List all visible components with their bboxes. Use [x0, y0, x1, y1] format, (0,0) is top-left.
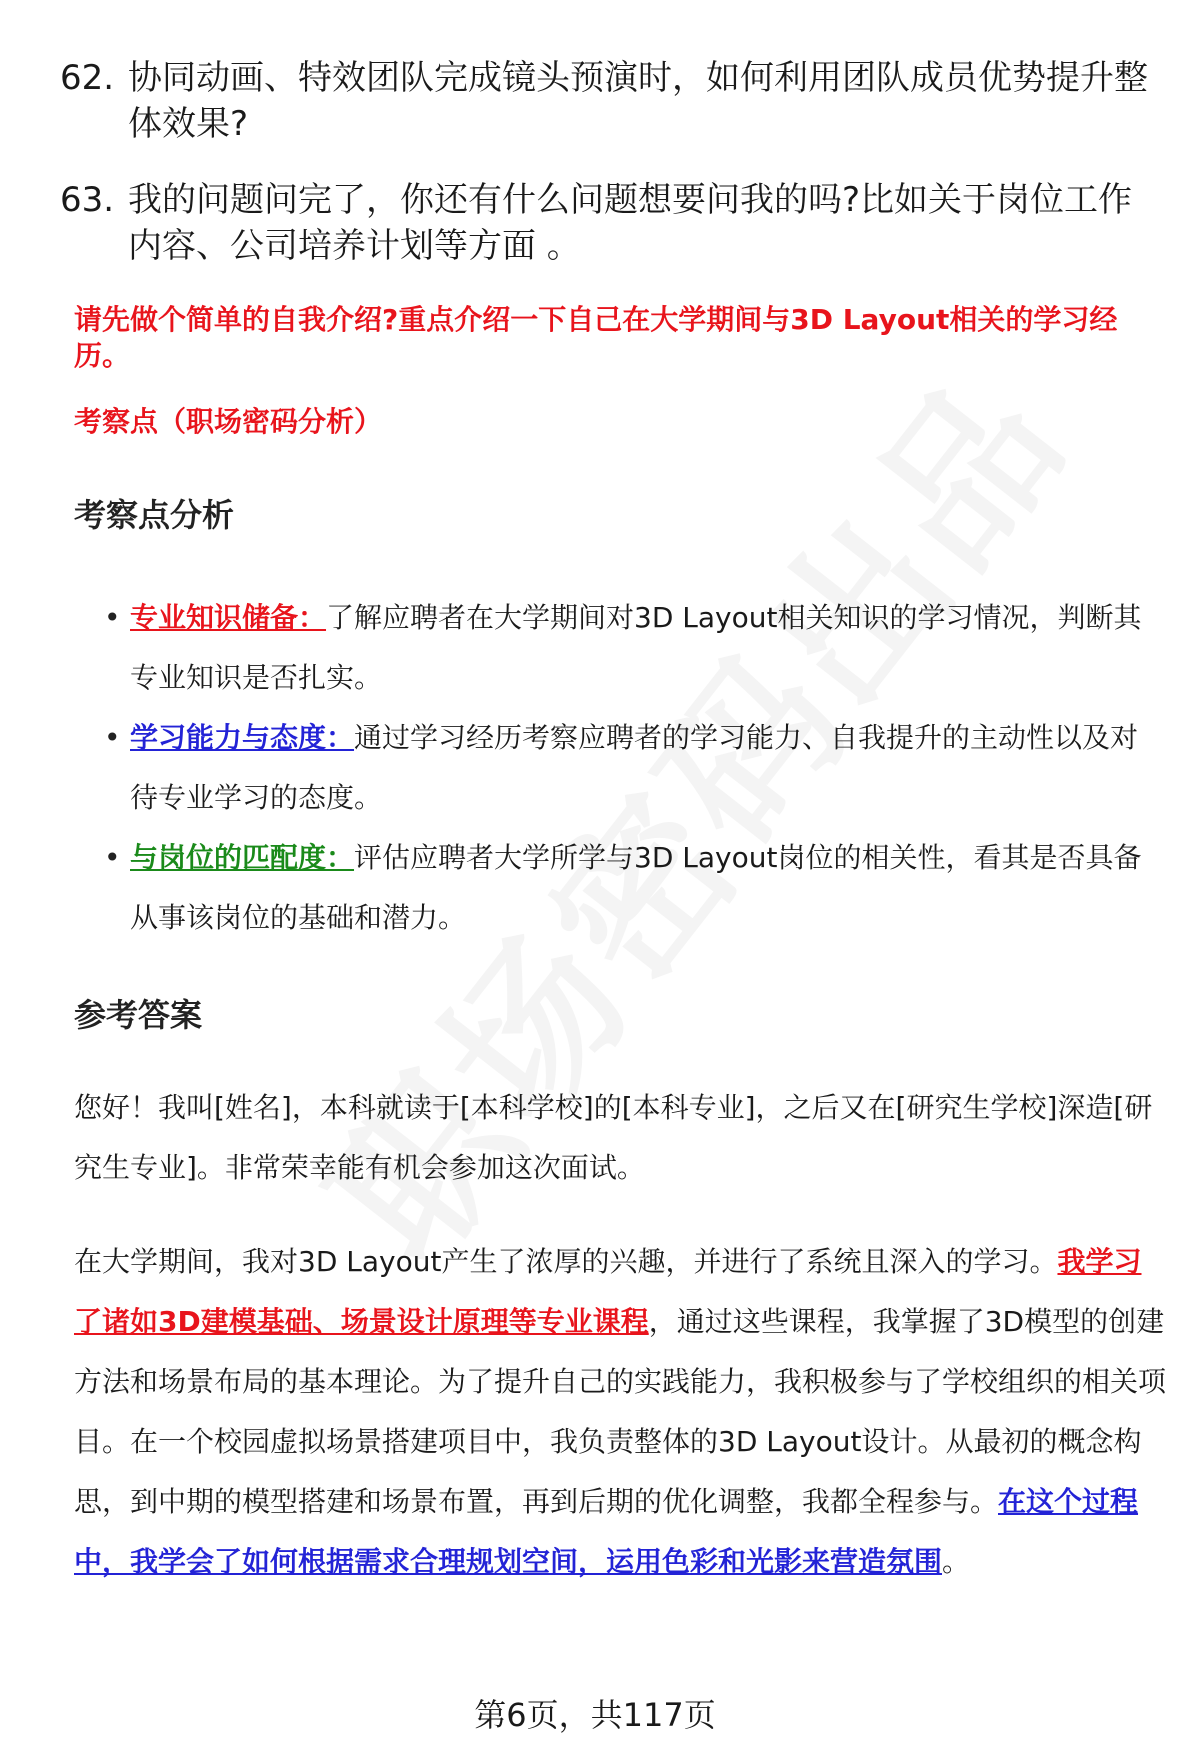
list-item [74, 708, 1154, 828]
question-number: 62. [60, 58, 115, 98]
analysis-label: 学习能力与态度： [130, 721, 355, 754]
main-question: 请先做个简单的自我介绍?重点介绍一下自己在大学期间与3D Layout相关的学习经历。 [74, 303, 1118, 372]
analysis-heading: 考察点分析 [74, 496, 235, 534]
answer-paragraph-1: 您好！我叫[姓名]，本科就读于[本科学校]的[本科专业]，之后又在[研究生学校]深造[研究生专业]。非常荣幸能有机会参加这次面试。 [74, 1091, 1153, 1184]
answer-heading: 参考答案 [74, 996, 203, 1034]
question-number: 63. [60, 180, 115, 220]
list-item [74, 588, 1154, 708]
answer-paragraph-2 [74, 1232, 1169, 1592]
answer-text: 。 [942, 1545, 971, 1578]
question-62 [60, 55, 1150, 147]
exam-point-title: 考察点（职场密码分析） [74, 405, 383, 438]
question-text: 我的问题问完了，你还有什么问题想要问我的吗?比如关于岗位工作内容、公司培养计划等方面 。 [128, 180, 1133, 266]
list-item [74, 828, 1154, 948]
analysis-text: 通过学习经历考察应聘者的学习能力、自我提升的主动性以及对待专业学习的态度。 [130, 721, 1139, 814]
page-footer: 第6页，共117页 [474, 1696, 716, 1734]
analysis-label: 与岗位的匹配度： [130, 841, 355, 874]
analysis-list [74, 588, 1154, 948]
question-text: 协同动画、特效团队完成镜头预演时，如何利用团队成员优势提升整体效果? [128, 58, 1148, 144]
highlight-red: 我学习了诸如3D建模基础、场景设计原理等专业课程 [74, 1245, 1142, 1338]
highlight-blue: 在这个过程中，我学会了如何根据需求合理规划空间，运用色彩和光影来营造氛围 [74, 1485, 1139, 1578]
answer-text: 在大学期间，我对3D Layout产生了浓厚的兴趣，并进行了系统且深入的学习。 [74, 1245, 1058, 1278]
analysis-text: 评估应聘者大学所学与3D Layout岗位的相关性，看其是否具备从事该岗位的基础和潜力。 [130, 841, 1142, 934]
analysis-text: 了解应聘者在大学期间对3D Layout相关知识的学习情况，判断其专业知识是否扎实。 [130, 601, 1142, 694]
question-63 [60, 177, 1150, 269]
answer-text: ，通过这些课程，我掌握了3D模型的创建方法和场景布局的基本理论。为了提升自己的实践能力，我积极参与了学校组织的相关项目。在一个校园虚拟场景搭建项目中，我负责整体的3D Layout设计。从最初的概念构思，到中期的模型搭建和场景布置，再到后期的优化调整，我都全程参与。 [74, 1305, 1167, 1518]
analysis-label: 专业知识储备： [130, 601, 327, 634]
